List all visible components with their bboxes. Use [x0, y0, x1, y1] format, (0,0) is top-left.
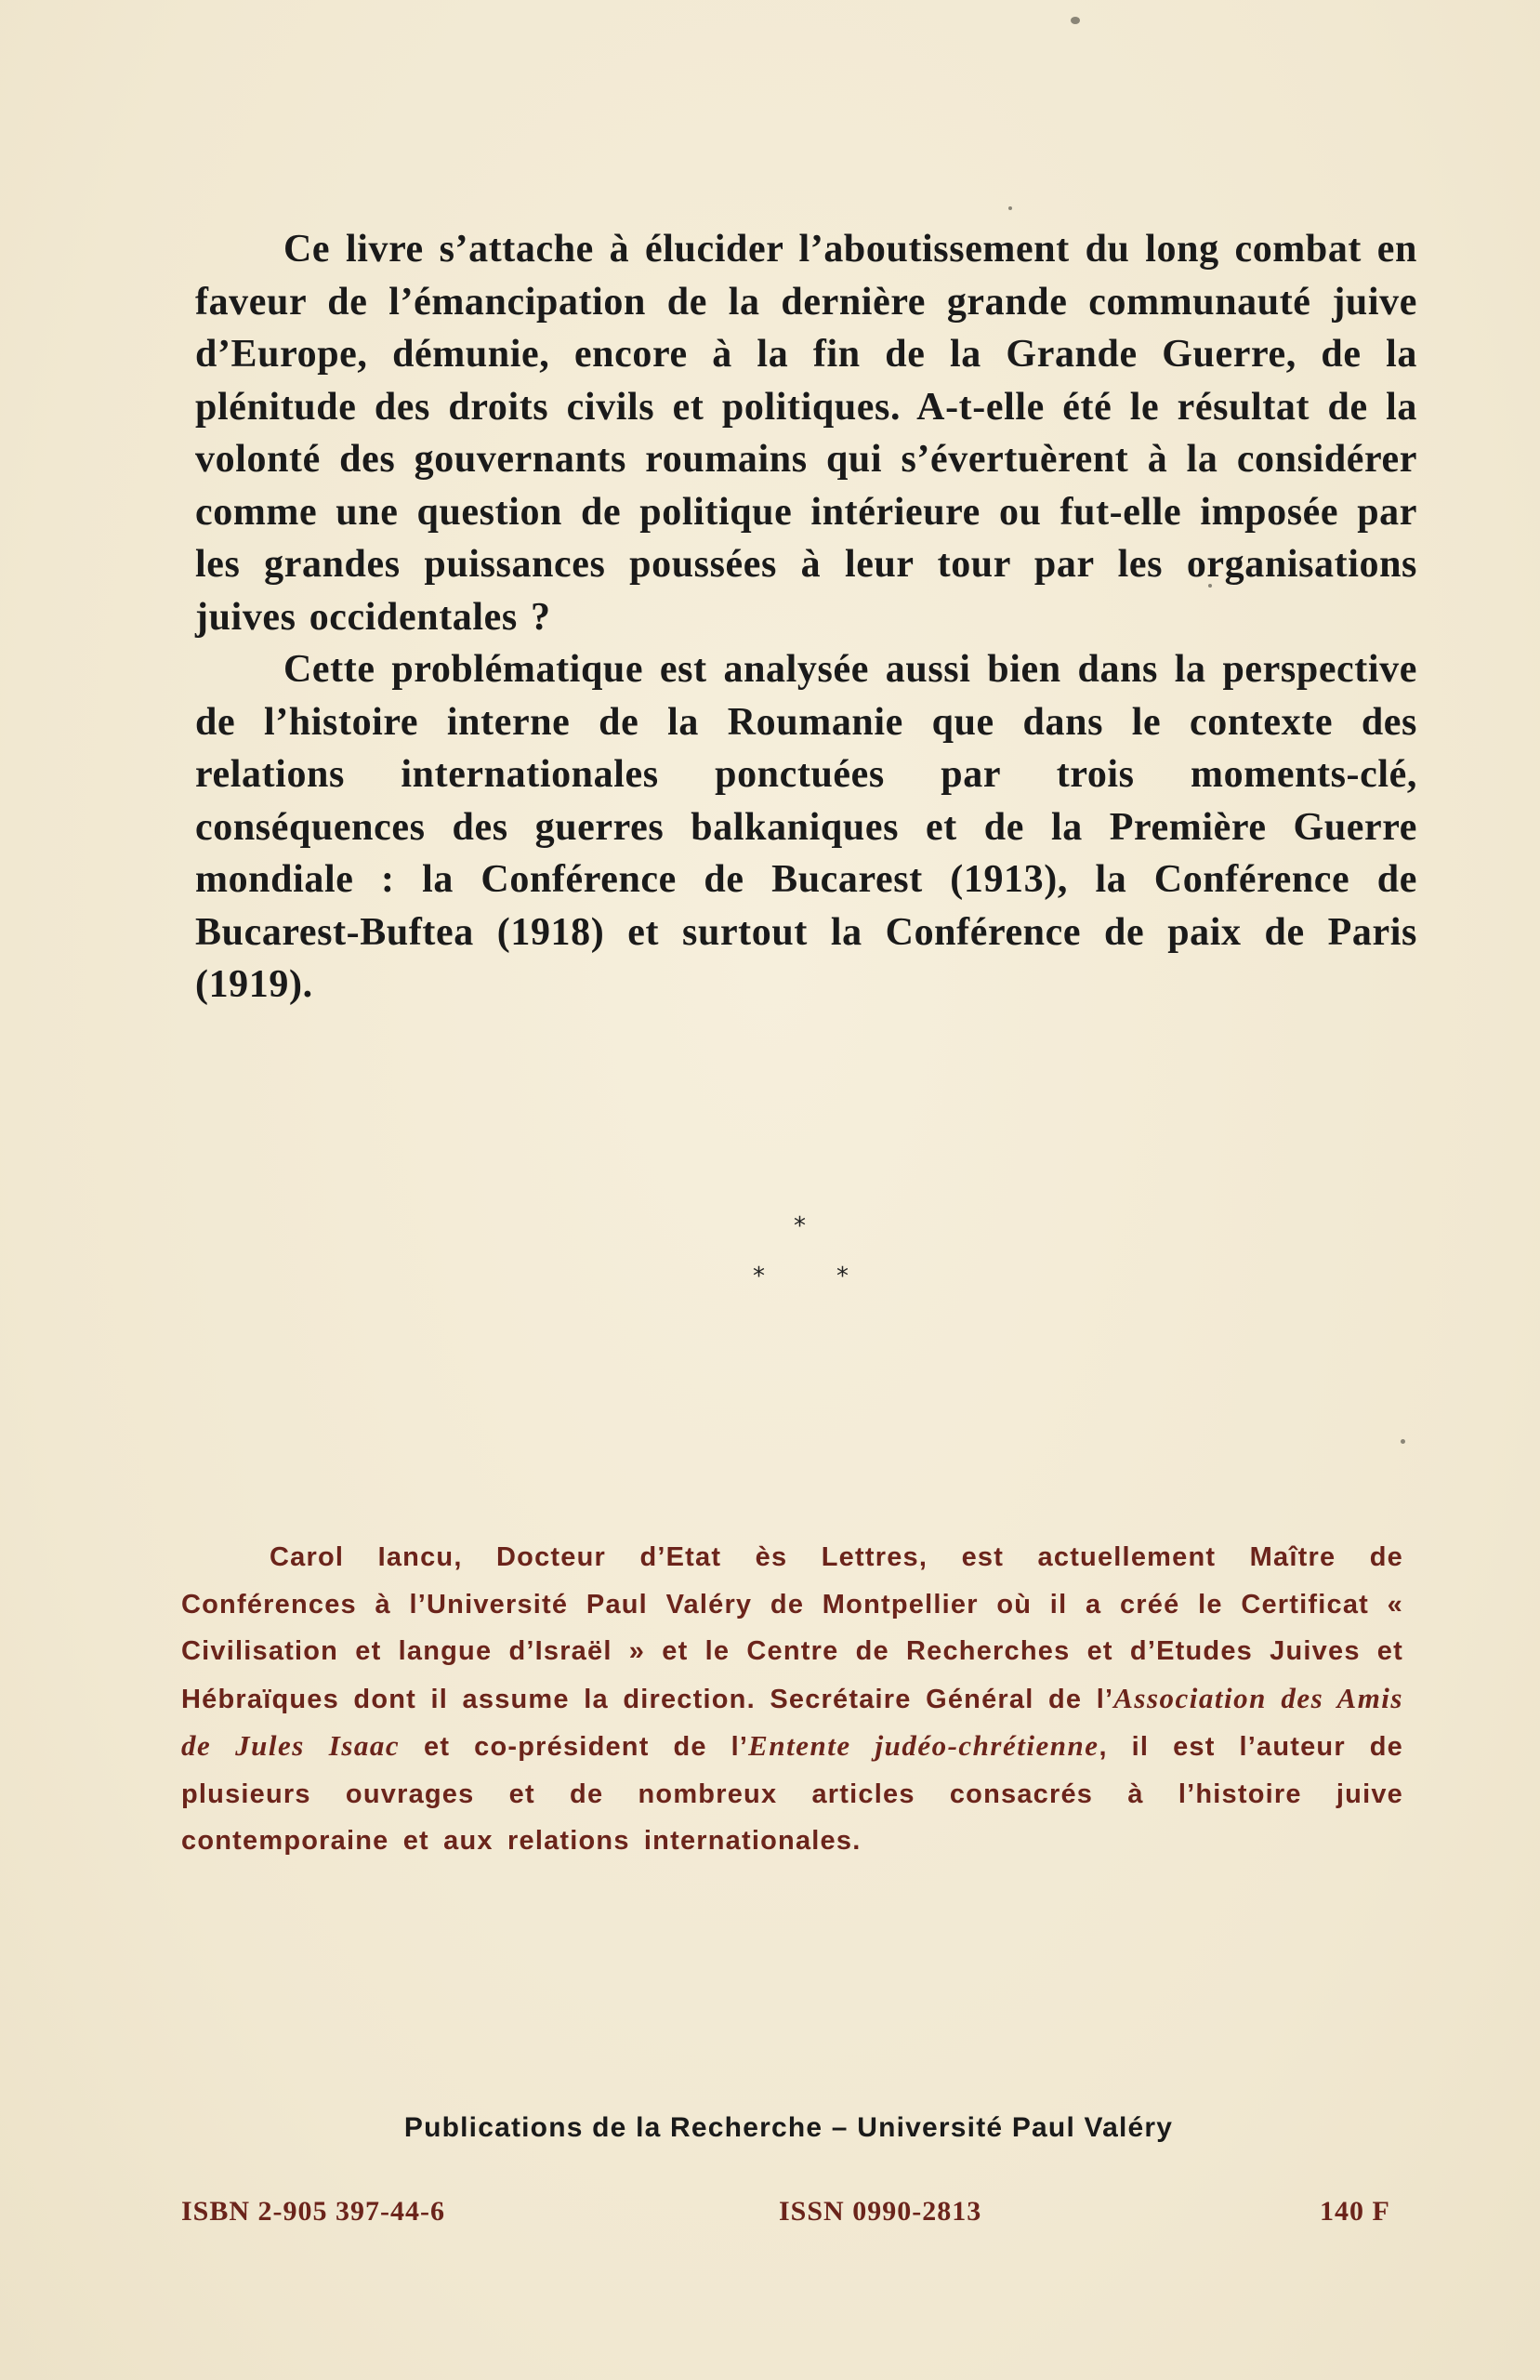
author-bio-paragraph — [181, 1534, 1403, 1865]
bio-association-name: Association des Amis de Jules Isaac — [181, 1681, 1403, 1762]
bio-text-2: et co-président de l’ — [400, 1732, 749, 1762]
bio-entente-name: Entente judéo-chrétienne — [748, 1729, 1099, 1762]
asterism-star-top: * — [794, 1212, 806, 1240]
book-summary — [195, 223, 1417, 1012]
bio-text-1: Carol Iancu, Docteur d’Etat ès Lettres, est actuellement Maître de Conférences à l’Université Paul Valéry de Montpellier où il a créé le Certificat « Civilisation et langue d’Israël » et le Centre de Recherches et d’Etudes Juives et Hébraïques dont il assume la direction. Secrétaire Général de l’ — [181, 1542, 1403, 1714]
bio-text-3: , il est l’auteur de plusieurs ouvrages et de nombreux articles consacrés à l’histoire juive contemporaine et aux relations internationales. — [181, 1732, 1403, 1856]
isbn: ISBN 2-905 397-44-6 — [181, 2196, 446, 2227]
paper-speck — [1401, 1439, 1405, 1444]
author-biography — [181, 1534, 1403, 1865]
price: 140 F — [1320, 2196, 1390, 2227]
asterism-star-right: * — [836, 1263, 849, 1290]
paper-speck — [1071, 17, 1080, 24]
summary-paragraph-2: Cette problématique est analysée aussi bien dans la perspective de l’histoire interne de la Roumanie que dans le contexte des relations internationales ponctuées par trois moments-clé, conséquences des guerres balkaniques et de la Première Guerre mondiale : la Conférence de Bucarest (1913), la Conférence de Bucarest-Buftea (1918) et surtout la Conférence de paix de Paris (1919). — [195, 648, 1417, 1006]
asterism-ornament — [734, 1209, 864, 1292]
paper-speck — [1008, 206, 1012, 210]
asterism-star-left: * — [753, 1263, 765, 1290]
summary-paragraph-1: Ce livre s’attache à élucider l’aboutissement du long combat en faveur de l’émancipation de la dernière grande communauté juive d’Europe, démunie, encore à la fin de la Grande Guerre, de la plénitude des droits civils et politiques. A-t-elle été le résultat de la volonté des gouvernants roumains qui s’évertuèrent à la considérer comme une question de politique intérieure ou fut-elle imposée par les grandes puissances poussées à leur tour par les organisations juives occidentales ? — [195, 228, 1417, 639]
issn: ISSN 0990-2813 — [779, 2196, 982, 2227]
publisher-line: Publications de la Recherche – Université Paul Valéry — [403, 2112, 1174, 2143]
